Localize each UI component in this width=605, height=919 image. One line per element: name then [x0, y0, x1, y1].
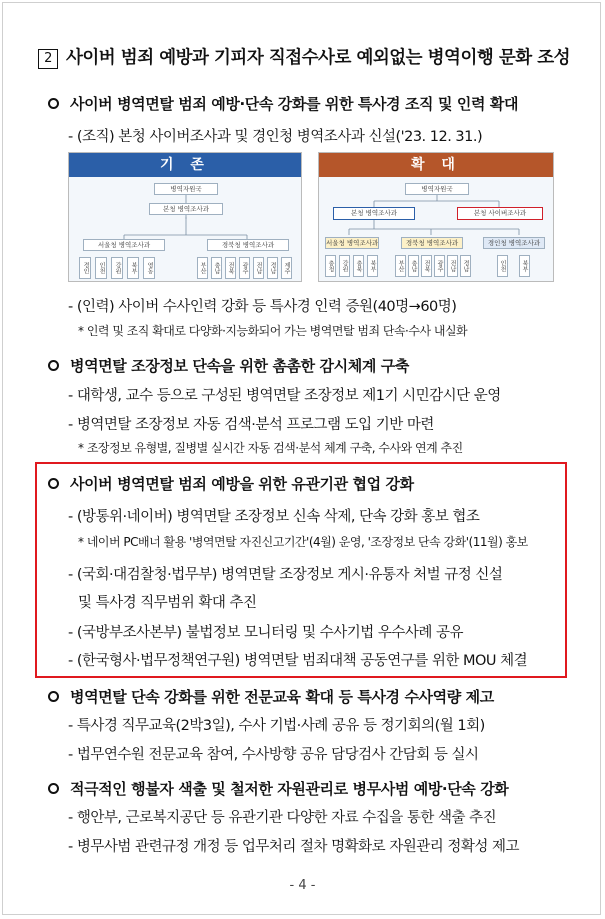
org-before-sub: 충남 [211, 257, 222, 279]
org-after-sub: 충남 [408, 255, 419, 277]
org-after-right: 경인청 병역조사과 [483, 237, 545, 249]
section-title-text: 사이버 범죄 예방과 기피자 직접수사로 예외없는 병역이행 문화 조성 [66, 48, 571, 68]
org-before-sub: 제주 [281, 257, 292, 279]
org-after-sub: 충청 [325, 255, 336, 277]
item-4-2: - 법무연수원 전문교육 참여, 수사방향 공유 담당검사 간담회 등 실시 [68, 747, 479, 763]
org-after-sub: 강원 [339, 255, 350, 277]
page-number: - 4 - [289, 878, 316, 893]
heading-3: 사이버 병역면탈 범죄 예방을 위한 유관기관 협업 강화 [48, 473, 414, 494]
org-before-top: 병역자원국 [154, 183, 218, 195]
org-before-sub: 부산 [197, 257, 208, 279]
org-after-header: 확 대 [319, 153, 553, 177]
org-before-left: 서울청 병역조사과 [83, 239, 165, 251]
org-after-sub: 인천 [497, 255, 508, 277]
org-before-sub: 전남 [253, 257, 264, 279]
item-5-1: - 행안부, 근로복지공단 등 유관기관 다양한 자료 수집을 통한 색출 추진 [68, 810, 497, 826]
org-after-sub: 충북 [353, 255, 364, 277]
item-2-2: - 병역면탈 조장정보 자동 검색·분석 프로그램 도입 기반 마련 [68, 417, 434, 433]
section-number: 2 [38, 49, 58, 69]
org-after-left: 서울청 병역조사과 [326, 239, 379, 247]
heading-2: 병역면탈 조장정보 단속을 위한 촘촘한 감시체계 구축 [48, 355, 409, 376]
org-before-sub: 인천 [95, 257, 107, 279]
org-before-mid: 본청 병역조사과 [149, 203, 223, 215]
org-after-sub: 광주 [434, 255, 445, 277]
item-3-3: - (국방부조사본부) 불법정보 모니터링 및 수사기법 우수사례 공유 [68, 625, 463, 641]
org-after-sub: 부산 [395, 255, 406, 277]
item-2-1: - 대학생, 교수 등으로 구성된 병역면탈 조장정보 제1기 시민감시단 운영 [68, 388, 501, 404]
org-after-sub: 전북 [421, 255, 432, 277]
item-3-2: - (국회·대검찰청·법무부) 병역면탈 조장정보 게시·유통자 처벌 규정 신설 [68, 567, 503, 583]
org-after-top: 병역자원국 [405, 183, 469, 195]
org-after-center: 경북청 병역조사과 [401, 237, 463, 249]
org-after-sub: 북부 [519, 255, 530, 277]
org-after-sub: 경남 [460, 255, 471, 277]
item-3-2-cont: 및 특사경 직무범위 확대 추진 [78, 595, 257, 611]
note-2-1: * 조장정보 유형별, 질병별 실시간 자동 검색·분석 체계 구축, 수사와 연계 추진 [78, 441, 463, 455]
org-after-sub: 북부 [367, 255, 378, 277]
item-3-4: - (한국형사·법무정책연구원) 병역면탈 범죄대책 공동연구를 위한 MOU 체결 [68, 653, 528, 669]
circle-bullet-icon [48, 98, 59, 109]
section-title [38, 44, 570, 69]
item-1-1: - (조직) 본청 사이버조사과 및 경인청 병역조사과 신설('23. 12. 31.) [68, 129, 483, 145]
item-1-2: - (인력) 사이버 수사인력 강화 등 특사경 인력 증원(40명→60명) [68, 299, 457, 315]
org-after-sub: 전남 [447, 255, 458, 277]
org-before-sub: 강원 [111, 257, 123, 279]
item-4-1: - 특사경 직무교육(2박3일), 수사 기법·사례 공유 등 정기회의(월 1회) [68, 718, 485, 734]
heading-1: 사이버 병역면탈 범죄 예방·단속 강화를 위한 특사경 조직 및 인력 확대 [48, 93, 518, 114]
org-before-right: 경북청 병역조사과 [207, 239, 289, 251]
heading-5: 적극적인 행불자 색출 및 철저한 자원관리로 병무사범 예방·단속 강화 [48, 778, 508, 799]
circle-bullet-icon [48, 360, 59, 371]
item-3-1: - (방통위·네이버) 병역면탈 조장정보 신속 삭제, 단속 강화 홍보 협조 [68, 509, 480, 525]
circle-bullet-icon [48, 478, 59, 489]
circle-bullet-icon [48, 691, 59, 702]
note-3-1: * 네이버 PC배너 활용 '병역면탈 자진신고기간'(4월) 운영, '조장정보 단속 강화'(11월) 홍보 [78, 535, 528, 549]
org-before-sub: 영동 [143, 257, 155, 279]
item-5-2: - 병무사범 관련규정 개정 등 업무처리 절차 명확화로 자원관리 정확성 제고 [68, 839, 520, 855]
org-before-sub: 경인 [79, 257, 91, 279]
org-before-sub: 경남 [267, 257, 278, 279]
org-chart-after [318, 152, 554, 282]
note-1-1: * 인력 및 조직 확대로 다양화·지능화되어 가는 병역면탈 범죄 단속·수사 내실화 [78, 324, 468, 338]
circle-bullet-icon [48, 783, 59, 794]
org-before-sub: 전북 [225, 257, 236, 279]
org-before-sub: 광주 [239, 257, 250, 279]
org-before-sub: 북부 [127, 257, 139, 279]
org-after-mid-right: 본청 사이버조사과 [457, 207, 543, 220]
org-after-mid-left: 본청 병역조사과 [333, 207, 415, 220]
heading-4: 병역면탈 단속 강화를 위한 전문교육 확대 등 특사경 수사역량 제고 [48, 686, 494, 707]
org-chart-before [68, 152, 302, 282]
org-before-header: 기 존 [69, 153, 301, 177]
